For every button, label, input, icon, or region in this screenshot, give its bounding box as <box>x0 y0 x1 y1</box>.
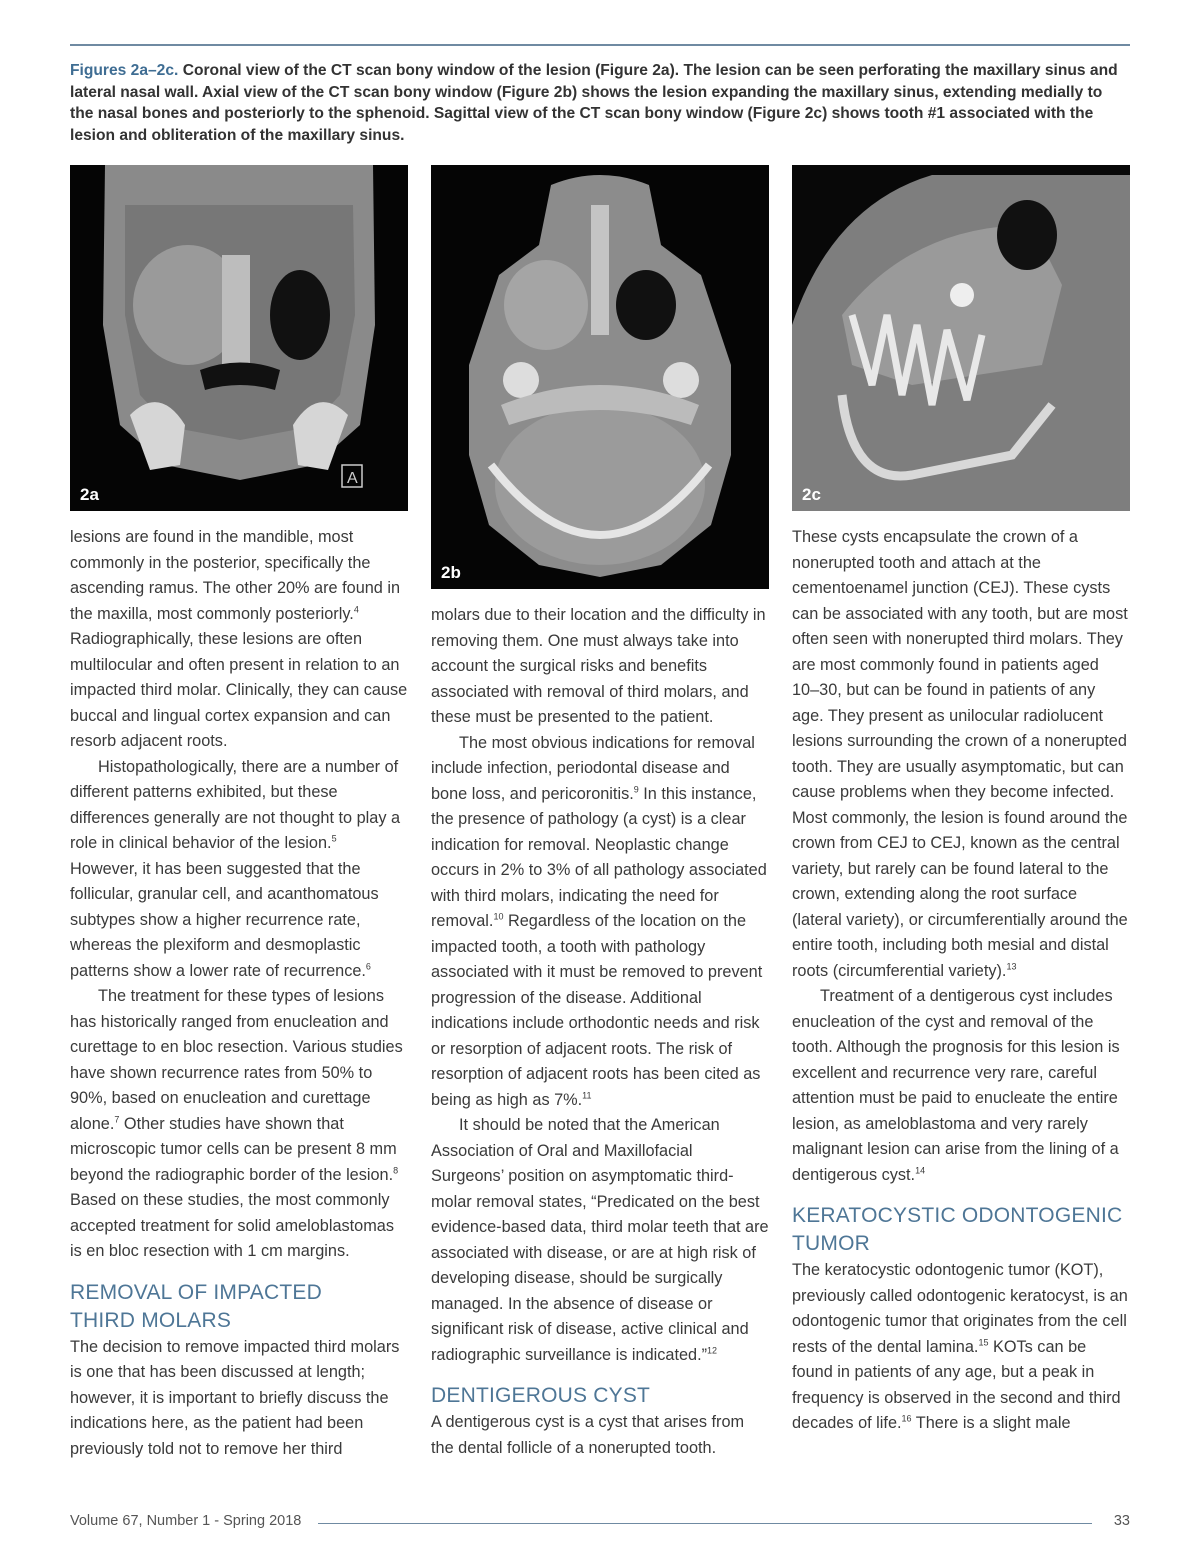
reference-marker: 5 <box>331 833 337 844</box>
paragraph <box>70 525 408 755</box>
page-footer <box>70 1513 1130 1535</box>
axial-ct-image <box>431 165 769 589</box>
figure-label-2b: 2b <box>441 563 461 582</box>
text-run: Histopathologically, there are a number of different patterns exhibited, but these differences generally are not thought to play a role in clinical behavior of the lesion. <box>70 757 401 852</box>
paragraph: molars due to their location and the difficulty in removing them. One must always take into account the surgical risks and benefits associated with removal of third molars, and these must be presented to the patient. <box>431 606 766 726</box>
section-heading-kot <box>792 1202 1130 1258</box>
text-run: KOTs can be found in patients of any age, but a peak in frequency is observed in the second and third decades of life. <box>792 1337 1121 1432</box>
text-run: Other studies have shown that microscopic tumor cells can be present 8 mm beyond the radiographic border of the lesion. <box>70 1114 397 1184</box>
text-run: There is a slight male <box>911 1414 1071 1432</box>
text-run: In this instance, the presence of pathology (a cyst) is a clear indication for removal. Neoplastic change occurs in 2% to 3% of all pathology associated with third molars, indicating the need for removal. <box>431 784 767 930</box>
caption-label: Figures 2a–2c. <box>70 62 179 79</box>
text-run: These cysts encapsulate the crown of a nonerupted tooth and attach at the cementoenamel junction (CEJ). These cysts can be associated with any tooth, but are most often seen with nonerupted third molars. They are most commonly found in patients aged 10–30, but can be found in patients of any age. They present as unilocular radiolucent lesions surrounding the crown of a nonerupted tooth. They are usually asymptomatic, but can cause problems when they become infected. Most commonly, the lesion is found around the crown from CEJ to CEJ, known as the central variety, but rarely can be found lateral to the crown, extending along the root surface (lateral variety), or circumferentially around the entire tooth, including both mesial and distal roots (circumferential variety). <box>792 528 1128 980</box>
text-run: lesions are found in the mandible, most commonly in the posterior, specifically the ascending ramus. The other 20% are found in the maxilla, most commonly posteriorly. <box>70 528 401 623</box>
reference-marker: 9 <box>633 784 639 795</box>
journal-volume: Volume 67, Number 1 - Spring 2018 <box>70 1513 302 1529</box>
reference-marker: 12 <box>707 1345 718 1356</box>
reference-marker: 10 <box>493 911 504 922</box>
paragraph <box>792 1258 1130 1437</box>
figure-2b-axial-ct <box>431 165 769 589</box>
figure-2a-coronal-ct <box>70 165 408 511</box>
paragraph <box>431 1113 769 1368</box>
section-heading-dentigerous: DENTIGEROUS CYST <box>431 1384 651 1407</box>
page-number: 33 <box>1113 1513 1130 1529</box>
figure-label-2a: 2a <box>80 485 99 504</box>
figure-caption <box>70 60 1130 146</box>
heading-line: KERATOCYSTIC ODONTOGENIC <box>792 1204 1123 1227</box>
reference-marker: 11 <box>582 1090 592 1101</box>
heading-line: REMOVAL OF IMPACTED <box>70 1280 322 1304</box>
paragraph <box>70 755 408 985</box>
top-rule <box>70 44 1130 46</box>
text-run: However, it has been suggested that the follicular, granular cell, and acanthomatous subtypes show a higher recurrence rate, whereas the plexiform and desmoplastic patterns show a lower rate of recurrence. <box>70 859 379 980</box>
paragraph <box>792 984 1130 1188</box>
paragraph <box>431 731 769 1114</box>
reference-marker: 14 <box>915 1165 926 1176</box>
paragraph <box>70 984 408 1265</box>
footer-rule <box>318 1523 1092 1524</box>
section-heading-removal <box>70 1279 408 1335</box>
caption-text: Coronal view of the CT scan bony window of the lesion (Figure 2a). The lesion can be seen perforating the maxillary sinus and lateral nasal wall. Axial view of the CT scan bony window (Figure 2b) shows the lesion expanding the maxillary sinus, extending medially to the nasal bones and posteriorly to the sphenoid. Sagittal view of the CT scan bony window (Figure 2c) shows tooth #1 associated with the lesion and obliteration of the maxillary sinus. <box>70 62 1118 144</box>
reference-marker: 7 <box>114 1114 120 1125</box>
text-run: The treatment for these types of lesions has historically ranged from enucleation and curettage to en bloc resection. Various studies have shown recurrence rates from 50% to 90%, based on enucleation and curettage alone. <box>70 987 403 1133</box>
reference-marker: 15 <box>978 1337 989 1348</box>
text-run: Treatment of a dentigerous cyst includes enucleation of the cyst and removal of the tooth. Although the prognosis for this lesion is excellent and recurrence very rare, careful attention must be paid to enucleate the entire lesion, as ameloblastoma and very rarely malignant lesion can arise from the lining of a dentigerous cyst. <box>792 987 1120 1184</box>
heading-line: TUMOR <box>792 1232 870 1255</box>
reference-marker: 6 <box>365 961 371 972</box>
paragraph: A dentigerous cyst is a cyst that arises from the dental follicle of a nonerupted tooth. <box>431 1413 745 1457</box>
coronal-ct-image <box>70 165 408 511</box>
text-run: The most obvious indications for removal include infection, periodontal disease and bone loss, and pericoronitis. <box>431 733 755 803</box>
paragraph <box>792 525 1130 984</box>
figure-2c-sagittal-ct <box>792 165 1130 511</box>
text-run: Radiographically, these lesions are often multilocular and often present in relation to an impacted third molar. Clinically, they can cause buccal and lingual cortex expansion and can resorb adjacent roots. <box>70 630 408 750</box>
figure-label-2c: 2c <box>802 485 821 504</box>
text-run: The keratocystic odontogenic tumor (KOT), previously called odontogenic keratocyst, is an odontogenic tumor that originates from the cell rests of the dental lamina. <box>792 1261 1128 1356</box>
orientation-marker: A <box>347 470 358 487</box>
text-run: It should be noted that the American Association of Oral and Maxillofacial Surgeons’ position on asymptomatic third-molar removal states, “Predicated on the best evidence-based data, third molar teeth that are associated with disease, or are at high risk of developing disease, should be surgically managed. In the absence of disease or significant risk of disease, active clinical and radiographic surveillance is indicated.” <box>431 1116 769 1364</box>
reference-marker: 13 <box>1006 961 1017 972</box>
text-run: Regardless of the location on the impacted tooth, a tooth with pathology associated with it must be removed to prevent progression of the disease. Additional indications include orthodontic needs and risk or resorption of adjacent roots. The risk of resorption of adjacent roots has been cited as being as high as 7%. <box>431 912 763 1109</box>
text-column-1 <box>70 525 408 1462</box>
heading-line: THIRD MOLARS <box>70 1308 232 1332</box>
text-column-3 <box>792 525 1130 1437</box>
reference-marker: 16 <box>901 1413 912 1424</box>
text-run: Based on these studies, the most commonly accepted treatment for solid ameloblastomas is en bloc resection with 1 cm margins. <box>70 1191 394 1260</box>
paragraph: The decision to remove impacted third molars is one that has been discussed at length; however, it is important to briefly discuss the indications here, as the patient had been previously told not to remove her third <box>70 1337 400 1458</box>
reference-marker: 4 <box>353 604 359 615</box>
sagittal-ct-image <box>792 165 1130 511</box>
reference-marker: 8 <box>393 1165 399 1176</box>
text-column-2 <box>431 603 769 1461</box>
